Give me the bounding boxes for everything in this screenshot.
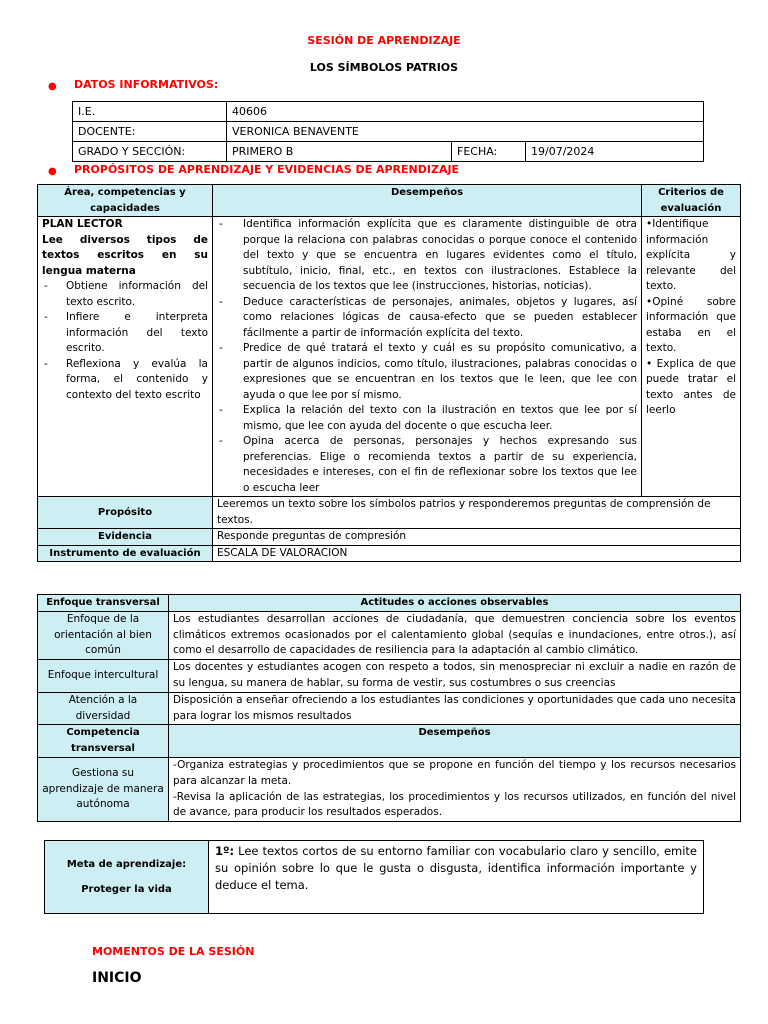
col-actitudes-header: Actitudes o acciones observables [169,595,741,612]
docente-label: DOCENTE: [73,122,227,142]
datos-heading: DATOS INFORMATIVOS: [74,78,219,91]
grado-label: GRADO Y SECCIÓN: [73,142,227,162]
bullet-icon: ● [48,166,57,177]
momentos-heading: MOMENTOS DE LA SESIÓN [92,945,255,958]
criterio-item: • Explica de que puede tratar el texto antes de leerlo [646,357,736,416]
evidencia-value: Responde preguntas de compresión [213,529,741,546]
enfoque-text: Disposición a enseñar ofreciendo a los estudiantes las condiciones y oportunidades que cada uno necesita para lograr los mismos resultados [169,692,741,725]
capacidades-list [42,279,208,403]
area-cell [38,217,213,497]
bullet-icon: ● [48,81,57,92]
capacidad-item: - Obtiene información del texto escrito. [42,279,208,310]
propositos-heading: PROPÓSITOS DE APRENDIZAJE Y EVIDENCIAS DE APRENDIZAJE [74,163,460,176]
desempeno-item: - Identifica información explícita que es claramente distinguible de otra porque la relaciona con palabras conocidas o porque conoce el contenido del texto y que se encuentra en lugares evidentes como el título, subtítulo, inicio, final, etc., en textos con ilustraciones. Establece la secuencia de los textos que lee (instrucciones, historias, noticias). [217,217,637,295]
page-title: SESIÓN DE APRENDIZAJE [307,34,461,47]
desempeno-item: - Opina acerca de personas, personajes y hechos expresando sus preferencias. Elige o recomienda textos a partir de su experiencia, necesidades e intereses, con el fin de reflexionar sobre los textos que lee o escucha leer [217,434,637,496]
inicio-heading: INICIO [92,970,142,986]
criterios-cell [642,217,741,497]
meta-number: 1º: [215,844,235,858]
meta-label-cell [45,841,209,914]
instrumento-value: ESCALA DE VALORACION [213,545,741,562]
enfoque-text: Los docentes y estudiantes acogen con respeto a todos, sin menospreciar ni excluir a nadie en razón de su lengua, su manera de hablar, su forma de vestir, sus costumbres o sus creencias [169,660,741,693]
grado-value: PRIMERO B [227,142,452,162]
col-competencia-header: Competencia transversal [38,725,169,758]
competencia-name: Gestiona su aprendizaje de manera autónoma [38,757,169,821]
meta-text-cell [209,841,704,914]
criterio-item: •Opiné sobre información que estaba en el texto. [646,295,736,354]
proposito-label: Propósito [38,497,213,529]
desempeno-item: - Predice de qué tratará el texto y cuál es su propósito comunicativo, a partir de algunos indicios, como título, ilustraciones, palabras conocidas o expresiones que se encuentran en los textos que le leen, que lee con ayuda o que lee por sí mismo. [217,341,637,403]
evidencia-label: Evidencia [38,529,213,546]
proposito-value: Leeremos un texto sobre los símbolos patrios y responderemos preguntas de comprensión de textos. [213,497,741,529]
enfoque-name: Atención a la diversidad [38,692,169,725]
instrumento-label: Instrumento de evaluación [38,545,213,562]
criterio-item: •Identifique información explícita y relevante del texto. [646,218,736,292]
fecha-value: 19/07/2024 [526,142,704,162]
docente-value: VERONICA BENAVENTE [227,122,704,142]
capacidad-item: - Infiere e interpreta información del texto escrito. [42,310,208,357]
plan-lector-label: PLAN LECTOR [42,218,123,230]
competencia-item: -Organiza estrategias y procedimientos que se propone en función del tiempo y los recursos necesarios para alcanzar la meta. [173,758,736,787]
ie-label: I.E. [73,102,227,122]
enfoque-name: Enfoque de la orientación al bien común [38,611,169,659]
col-desempenos-header: Desempeños [169,725,741,758]
competencia-item: -Revisa la aplicación de las estrategias, los procedimientos y los recursos utilizados, en función del nivel de avance, para producir los resultados esperados. [173,790,736,819]
ie-value: 40606 [227,102,704,122]
capacidad-item: - Reflexiona y evalúa la forma, el contenido y contexto del texto escrito [42,357,208,404]
info-table [72,101,704,162]
fecha-label: FECHA: [452,142,526,162]
enfoque-name: Enfoque intercultural [38,660,169,693]
desempeno-item: - Deduce características de personajes, animales, objetos y lugares, así como relaciones lógicas de causa-efecto que se pueden establecer fácilmente a partir de información explícita del texto. [217,295,637,342]
competencia-desempenos [169,757,741,821]
enfoques-table [37,594,741,822]
page-subtitle: LOS SÍMBOLOS PATRIOS [309,61,459,74]
competencia-text: Lee diversos tipos de textos escritos en su lengua materna [42,233,208,277]
desempenos-list [217,217,637,496]
meta-sublabel: Proteger la vida [81,884,172,895]
desempeno-item: - Explica la relación del texto con la ilustración en textos que lee por sí mismo, que lee con ayuda del docente o que escucha leer. [217,403,637,434]
desempenos-cell [213,217,642,497]
col-area-header: Área, competencias y capacidades [38,185,213,217]
enfoque-text: Los estudiantes desarrollan acciones de ciudadanía, que demuestren conciencia sobre los eventos climáticos extremos ocasionados por el calentamiento global (sequías e inundaciones, entre otros.), así como el desarrollo de capacidades de resiliencia para la adaptación al cambio climático. [169,611,741,659]
meta-label: Meta de aprendizaje: [66,859,187,870]
meta-table [44,840,704,914]
propositos-table [37,184,741,562]
col-criterios-header: Criterios de evaluación [642,185,741,217]
col-enfoque-header: Enfoque transversal [38,595,169,612]
meta-text: Lee textos cortos de su entorno familiar con vocabulario claro y sencillo, emite su opinión sobre lo que le gusta o disgusta, identifica información importante y deduce el tema. [215,844,697,892]
col-desempenos-header: Desempeños [213,185,642,217]
